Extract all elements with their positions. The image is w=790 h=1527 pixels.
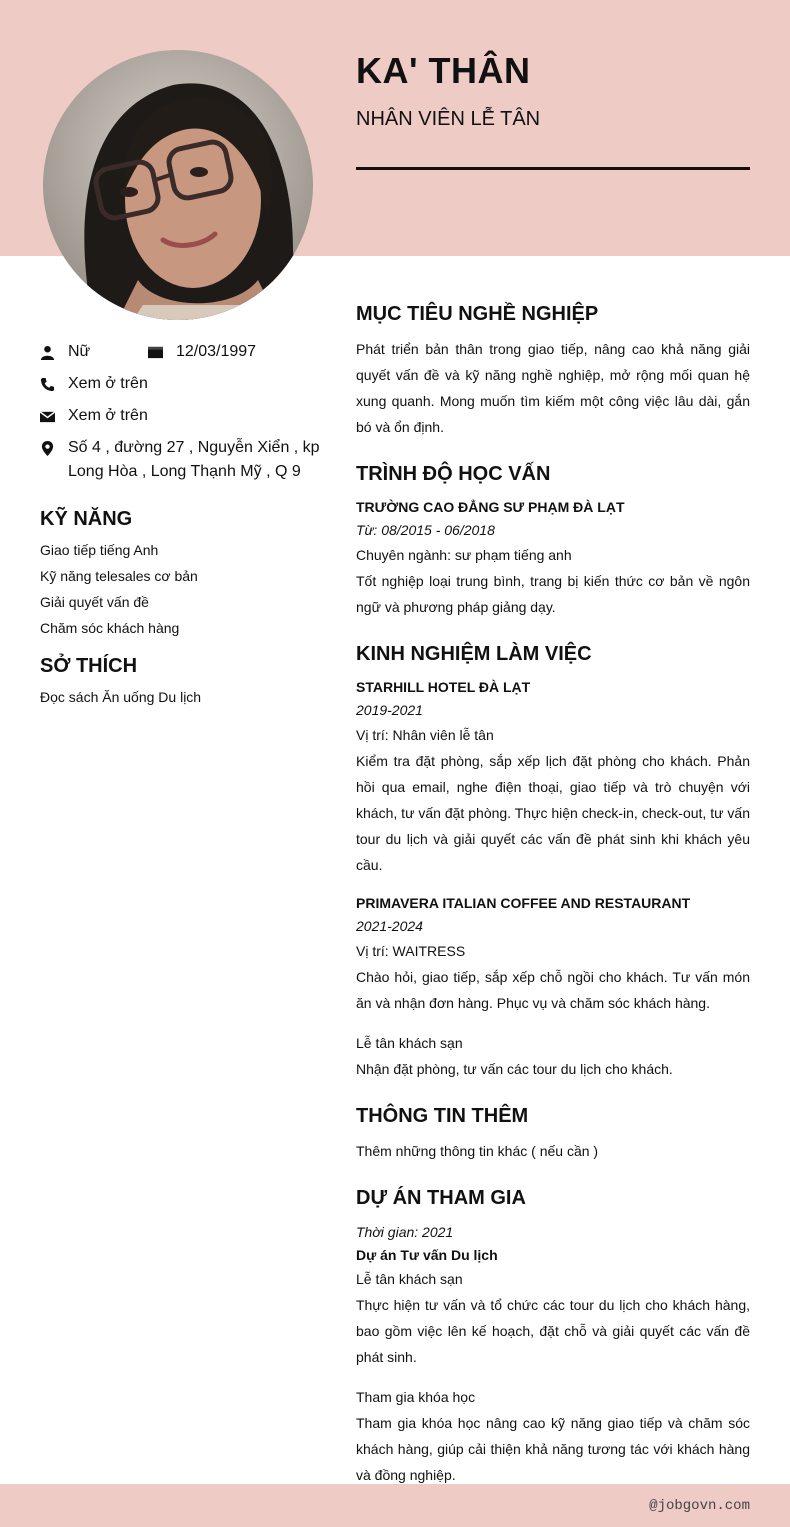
- extra-experience-title: Lễ tân khách sạn: [356, 1035, 463, 1051]
- right-column: [356, 300, 750, 1488]
- birthdate-value: 12/03/1997: [176, 343, 257, 360]
- skill-item: Giải quyết vấn đề: [40, 594, 149, 610]
- hobbies-text: Đọc sách Ăn uống Du lịch: [40, 689, 202, 705]
- footer-brand: @jobgovn.com: [649, 1498, 750, 1514]
- projects-heading: DỰ ÁN THAM GIA: [356, 1187, 526, 1209]
- hobbies-heading: SỞ THÍCH: [40, 655, 138, 677]
- project-description: Thực hiện tư vấn và tổ chức các tour du lịch cho khách hàng, bao gồm việc lên kế hoạch, đặt chỗ và giải quyết các vấn đề phát sinh.: [356, 1297, 750, 1365]
- education-description: Tốt nghiệp loại trung bình, trang bị kiến thức cơ bản về ngôn ngữ và phương pháp giảng dạy.: [356, 573, 750, 615]
- job-position: Vị trí: Nhân viên lễ tân: [356, 727, 494, 743]
- additional-info-text: Thêm những thông tin khác ( nếu cần ): [356, 1143, 599, 1159]
- education-heading: TRÌNH ĐỘ HỌC VẤN: [356, 463, 551, 485]
- header-divider: [356, 167, 750, 170]
- skill-item: Giao tiếp tiếng Anh: [40, 542, 159, 558]
- job-description: Chào hỏi, giao tiếp, sắp xếp chỗ ngồi cho khách. Tư vấn món ăn và nhận đơn hàng. Phục vụ và chăm sóc khách hàng.: [356, 969, 750, 1011]
- skills-heading: KỸ NĂNG: [40, 508, 133, 530]
- calendar-icon: [148, 340, 164, 364]
- skill-item: Kỹ năng telesales cơ bản: [40, 568, 198, 584]
- skill-item: Chăm sóc khách hàng: [40, 620, 180, 636]
- phone-value: Xem ở trên: [68, 375, 148, 392]
- candidate-name: KA' THÂN: [356, 50, 531, 91]
- mail-icon: [40, 404, 56, 428]
- course-title: Tham gia khóa học: [356, 1389, 476, 1405]
- project-role: Lễ tân khách sạn: [356, 1271, 463, 1287]
- address-row: [40, 436, 320, 484]
- job-period: 2019-2021: [356, 702, 423, 718]
- address-line-1: Số 4 , đường 27 , Nguyễn Xiển , kp: [68, 439, 320, 456]
- phone-icon: [40, 372, 56, 396]
- job-position: Vị trí: WAITRESS: [356, 943, 466, 959]
- objective-text: Phát triển bản thân trong giao tiếp, nâng cao khả năng giải quyết vấn đề và kỹ năng nghề nghiệp, mở rộng mối quan hệ xung quanh. Mong muốn tìm kiếm một công việc lâu dài, gắn bó và ổn định.: [356, 341, 750, 435]
- email-row: [40, 404, 320, 428]
- additional-info-heading: THÔNG TIN THÊM: [356, 1105, 529, 1127]
- extra-experience-text: Nhận đặt phòng, tư vấn các tour du lịch cho khách.: [356, 1061, 673, 1077]
- location-pin-icon: [40, 436, 56, 460]
- school-name: TRƯỜNG CAO ĐẲNG SƯ PHẠM ĐÀ LẠT: [356, 499, 625, 515]
- person-icon: [40, 340, 56, 364]
- email-value: Xem ở trên: [68, 407, 148, 424]
- job-period: 2021-2024: [356, 918, 423, 934]
- gender-value: Nữ: [68, 343, 91, 360]
- job-description: Kiểm tra đặt phòng, sắp xếp lịch đặt phòng cho khách. Phản hồi qua email, nghe điện thoại, giao tiếp và trò chuyện với khách, tư vấn đặt phòng. Thực hiện check-in, check-out, tư vấn tour du lịch và giải quyết các vấn đề phát sinh khi khách yêu cầu.: [356, 753, 750, 873]
- gender-birthdate-row: [40, 340, 320, 364]
- project-name: Dự án Tư vấn Du lịch: [356, 1247, 498, 1263]
- job-company: PRIMAVERA ITALIAN COFFEE AND RESTAURANT: [356, 895, 691, 911]
- education-period: Từ: 08/2015 - 06/2018: [356, 522, 495, 538]
- experience-heading: KINH NGHIỆM LÀM VIỆC: [356, 643, 592, 665]
- left-column: [40, 340, 320, 710]
- job-title: NHÂN VIÊN LỄ TÂN: [356, 108, 541, 130]
- avatar: [43, 50, 313, 320]
- phone-row: [40, 372, 320, 396]
- address-line-2: Long Hòa , Long Thạnh Mỹ , Q 9: [68, 463, 301, 480]
- avatar-photo: [43, 50, 313, 320]
- job-company: STARHILL HOTEL ĐÀ LẠT: [356, 679, 531, 695]
- course-text: Tham gia khóa học nâng cao kỹ năng giao tiếp và chăm sóc khách hàng, giúp cải thiện khả năng tương tác với khách hàng và đồng nghiệp.: [356, 1415, 750, 1483]
- education-major: Chuyên ngành: sư phạm tiếng anh: [356, 547, 572, 563]
- objective-heading: MỤC TIÊU NGHỀ NGHIỆP: [356, 303, 599, 325]
- project-time: Thời gian: 2021: [356, 1224, 454, 1240]
